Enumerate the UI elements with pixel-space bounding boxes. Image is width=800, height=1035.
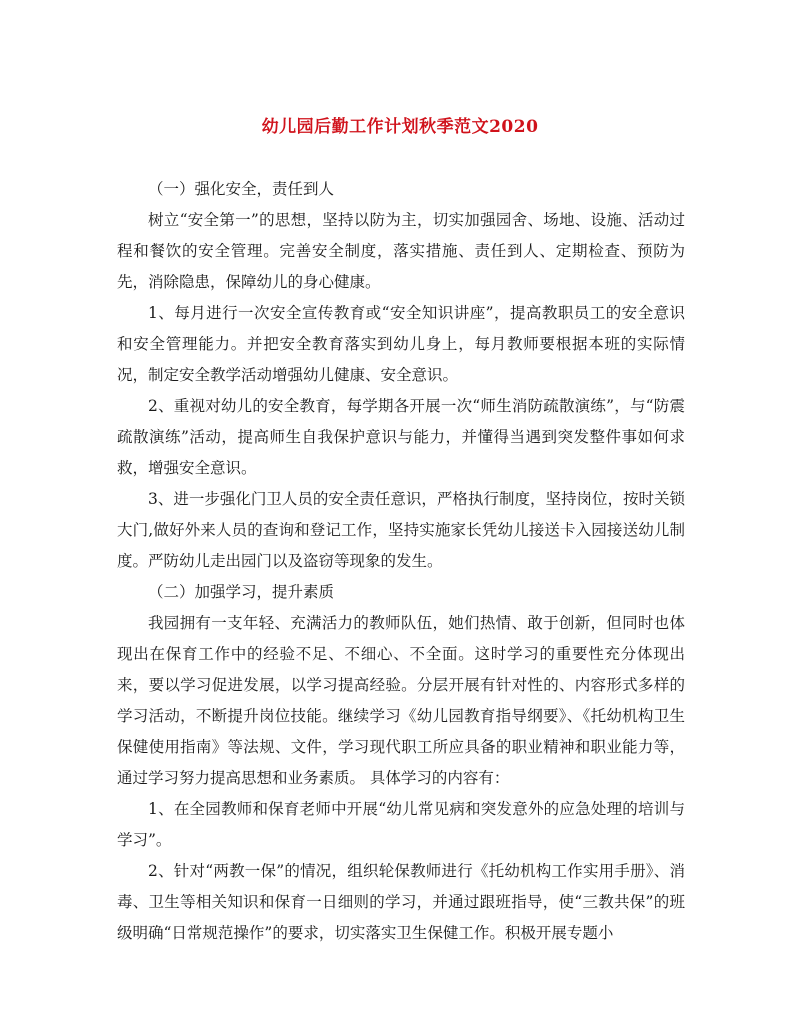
paragraph: 我园拥有一支年轻、充满活力的教师队伍，她们热情、敢于创新，但同时也体现出在保育工作中的经验不足、不细心、不全面。这时学习的重要性充分体现出来，要以学习促进发展，以学习提高经验。分层开展有针对性的、内容形式多样的学习活动，不断提升岗位技能。继续学习《幼儿园教育指导纲要》、《托幼机构卫生保健使用指南》等法规、文件，学习现代职工所应具备的职业精神和职业能力等，通过学习努力提高思想和业务素质。 具体学习的内容有：	[117, 614, 685, 787]
paragraph: 1、每月进行一次安全宣传教育或“安全知识讲座”，提高教职员工的安全意识和安全管理能力。并把安全教育落实到幼儿身上，每月教师要根据本班的实际情况，制定安全教学活动增强幼儿健康、安全意识。	[117, 304, 685, 384]
paragraph: 树立“安全第一”的思想，坚持以防为主，切实加强园舍、场地、设施、活动过程和餐饮的安全管理。完善安全制度，落实措施、责任到人、定期检查、预防为先，消除隐患，保障幼儿的身心健康。	[117, 211, 685, 291]
paragraph: 1、在全园教师和保育老师中开展“幼儿常见病和突发意外的应急处理的培训与学习”。	[117, 800, 685, 849]
section-heading-safety: （一）强化安全，责任到人	[148, 180, 335, 198]
paragraph: 3、进一步强化门卫人员的安全责任意识，严格执行制度，坚持岗位，按时关锁大门,做好外来人员的查询和登记工作，坚持实施家长凭幼儿接送卡入园接送幼儿制度。严防幼儿走出园门以及盗窃等现象的发生。	[117, 490, 685, 570]
paragraph: 2、针对“两教一保”的情况，组织轮保教师进行《托幼机构工作实用手册》、消毒、卫生等相关知识和保育一日细则的学习，并通过跟班指导，使“三教共保”的班级明确“日常规范操作”的要求，切实落实卫生保健工作。积极开展专题小	[117, 862, 685, 942]
paragraph: 2、重视对幼儿的安全教育，每学期各开展一次“师生消防疏散演练”，与“防震疏散演练”活动，提高师生自我保护意识与能力，并懂得当遇到突发整件事如何求救，增强安全意识。	[117, 397, 685, 477]
section-heading-learning: （二）加强学习，提升素质	[148, 583, 335, 601]
document-body	[117, 174, 685, 949]
document-title: 幼儿园后勤工作计划秋季范文2020	[261, 117, 539, 137]
